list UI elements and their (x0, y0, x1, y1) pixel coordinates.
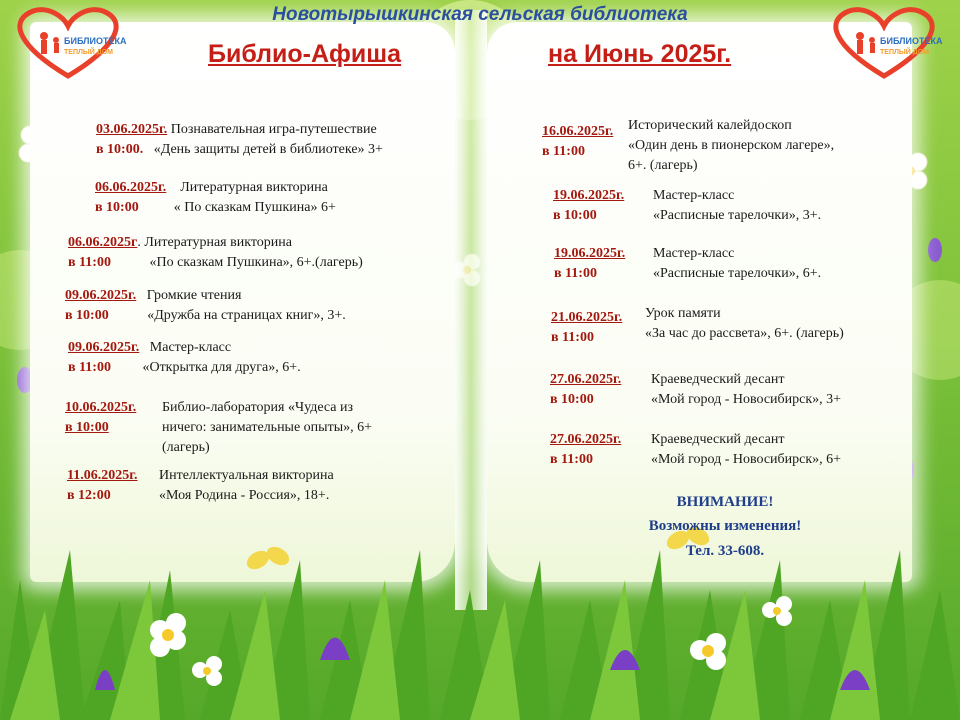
event-item (554, 244, 821, 284)
event-detail: «Мой город - Новосибирск», 6+ (651, 452, 842, 467)
event-date: 06.06.2025г (68, 235, 138, 250)
event-detail-extra: 6+. (лагерь) (628, 158, 698, 173)
event-date: 27.06.2025г. (550, 372, 622, 387)
event-title: Краеведческий десант (651, 372, 785, 387)
event-date: 16.06.2025г. (542, 124, 614, 139)
event-item (553, 186, 821, 226)
event-item (68, 338, 301, 378)
event-date: 11.06.2025г. (67, 468, 138, 483)
event-time: в 11:00 (68, 255, 111, 270)
event-title: Познавательная игра-путешествие (170, 122, 377, 137)
event-item (65, 286, 346, 326)
event-title: Краеведческий десант (651, 432, 785, 447)
event-time: в 11:00 (554, 266, 597, 281)
event-time: в 10:00 (550, 392, 594, 407)
event-time: в 11:00 (542, 144, 585, 159)
event-detail: «Расписные тарелочки», 3+. (653, 208, 822, 223)
event-item (96, 120, 383, 160)
event-item (551, 308, 844, 344)
event-title: Мастер-класс (653, 246, 735, 261)
event-title: Мастер-класс (149, 340, 232, 355)
afisha-title: Библио-Афиша (208, 40, 402, 68)
event-time: в 11:00 (68, 360, 111, 375)
event-title: Громкие чтения (146, 288, 242, 303)
event-date: 27.06.2025г. (550, 432, 622, 447)
event-detail: «За час до рассвета», 6+. (лагерь) (645, 326, 844, 341)
event-item (550, 430, 841, 470)
event-item (95, 178, 336, 218)
logo-text-bottom: ТЕПЛЫЙ ДОМ (64, 49, 113, 56)
event-title: . Литературная викторина (137, 235, 292, 250)
notice-phone: Тел. 33-608. (685, 543, 765, 559)
notice-heading: ВНИМАНИЕ! (676, 494, 774, 510)
event-time: в 12:00 (67, 488, 111, 503)
event-time: в 10:00 (65, 308, 109, 323)
event-date: 09.06.2025г. (68, 340, 140, 355)
event-time: в 10:00. (96, 142, 144, 157)
event-time: в 11:00 (550, 452, 593, 467)
event-detail: «Дружба на страницах книг», 3+. (147, 308, 346, 323)
event-detail: «День защиты детей в библиотеке» 3+ (153, 142, 383, 157)
event-detail: «Мой город - Новосибирск», 3+ (651, 392, 842, 407)
event-time: в 11:00 (551, 330, 594, 345)
event-date: 10.06.2025г. (65, 400, 137, 415)
event-date: 19.06.2025г. (553, 188, 625, 203)
event-time: в 10:00 (553, 208, 597, 223)
event-date: 21.06.2025г. (551, 310, 623, 325)
logo-text-top: БИБЛИОТЕКА (64, 36, 127, 46)
event-detail: ничего: занимательные опыты», 6+ (162, 420, 372, 435)
event-detail: «Открытка для друга», 6+. (142, 360, 301, 375)
event-date: 19.06.2025г. (554, 246, 626, 261)
event-item (550, 370, 841, 410)
event-time: в 10:00 (95, 200, 139, 215)
event-item (65, 398, 372, 458)
event-title: Урок памяти (645, 306, 721, 321)
logo-text-top: БИБЛИОТЕКА (880, 36, 943, 46)
event-title: Исторический калейдоскоп (628, 118, 792, 133)
logo-text-bottom: ТЕПЛЫЙ ДОМ (880, 49, 929, 56)
notice-changes: Возможны изменения! (648, 518, 802, 534)
library-name: Новотырышкинская сельская библиотека (272, 4, 688, 25)
event-item (67, 466, 334, 506)
event-date: 06.06.2025г. (95, 180, 167, 195)
event-date: 09.06.2025г. (65, 288, 137, 303)
event-item (542, 116, 834, 176)
event-detail: «Один день в пионерском лагере», (628, 138, 835, 153)
event-title: Интеллектуальная викторина (159, 468, 334, 483)
event-detail: « По сказкам Пушкина» 6+ (173, 200, 336, 215)
event-title: Мастер-класс (653, 188, 735, 203)
event-detail: «По сказкам Пушкина», 6+.(лагерь) (149, 255, 363, 270)
event-title: Литературная викторина (180, 180, 328, 195)
event-time: в 10:00 (65, 420, 109, 435)
event-title: Библио-лаборатория «Чудеса из (162, 400, 354, 415)
event-date: 03.06.2025г. (96, 122, 168, 137)
event-detail-extra: (лагерь) (162, 440, 210, 455)
event-detail: «Моя Родина - Россия», 18+. (159, 488, 330, 503)
event-detail: «Расписные тарелочки», 6+. (653, 266, 822, 281)
event-item (68, 233, 363, 273)
afisha-month: на Июнь 2025г. (548, 40, 732, 68)
